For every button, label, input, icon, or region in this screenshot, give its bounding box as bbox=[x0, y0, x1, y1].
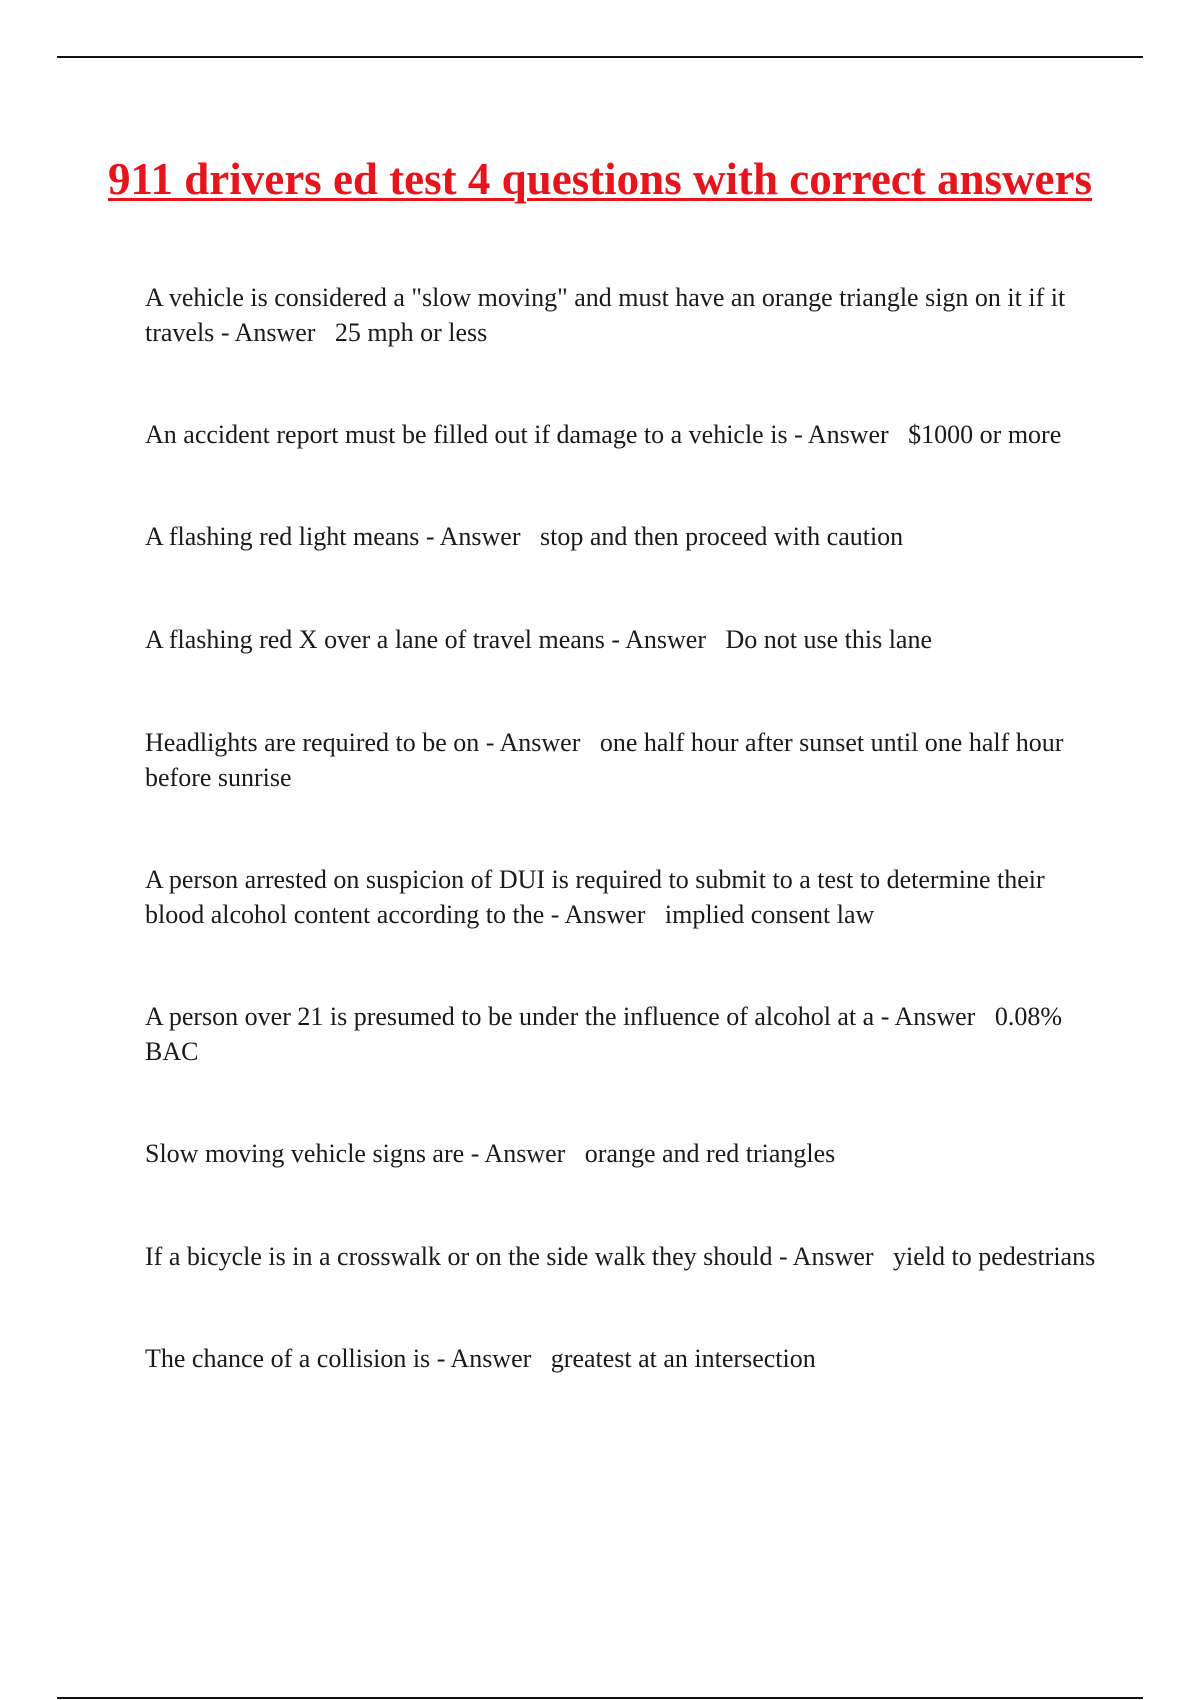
qa-item bbox=[145, 862, 1100, 932]
answer-text: 25 mph or less bbox=[334, 318, 488, 347]
answer-separator: - Answer bbox=[772, 1242, 894, 1271]
answer-text: stop and then proceed with caution bbox=[540, 522, 904, 551]
qa-item bbox=[145, 519, 1100, 554]
answer-separator: - Answer bbox=[479, 728, 600, 757]
qa-item bbox=[145, 280, 1100, 350]
qa-item bbox=[145, 1136, 1100, 1171]
answer-text: one half hour after sunset until one half hour before sunrise bbox=[145, 728, 1064, 792]
question-text: The chance of a collision is bbox=[145, 1344, 431, 1373]
question-text: A person arrested on suspicion of DUI is required to submit to a test to determine their blood alcohol content according to the bbox=[145, 865, 1045, 929]
qa-item bbox=[145, 417, 1100, 452]
document-title: 911 drivers ed test 4 questions with correct answers bbox=[107, 154, 1093, 204]
question-text: An accident report must be filled out if damage to a vehicle is bbox=[145, 420, 788, 449]
question-text: Headlights are required to be on bbox=[145, 728, 480, 757]
qa-list bbox=[145, 280, 1100, 1444]
question-text: If a bicycle is in a crosswalk or on the side walk they should bbox=[145, 1242, 773, 1271]
question-text: Slow moving vehicle signs are bbox=[145, 1139, 465, 1168]
answer-separator: - Answer bbox=[544, 900, 665, 929]
question-text: A flashing red light means bbox=[145, 522, 420, 551]
question-text: A person over 21 is presumed to be under the influence of alcohol at a bbox=[145, 1002, 875, 1031]
qa-item bbox=[145, 999, 1100, 1069]
qa-item bbox=[145, 1239, 1100, 1274]
qa-item bbox=[145, 725, 1100, 795]
answer-separator: - Answer bbox=[874, 1002, 995, 1031]
answer-separator: - Answer bbox=[787, 420, 909, 449]
answer-separator: - Answer bbox=[430, 1344, 551, 1373]
answer-text: yield to pedestrians bbox=[893, 1242, 1096, 1271]
question-text: A vehicle is considered a "slow moving" and must have an orange triangle sign on it if it travels bbox=[145, 283, 1066, 347]
answer-text: $1000 or more bbox=[908, 420, 1062, 449]
qa-item bbox=[145, 622, 1100, 657]
answer-text: Do not use this lane bbox=[725, 625, 933, 654]
qa-item bbox=[145, 1341, 1100, 1376]
answer-text: orange and red triangles bbox=[584, 1139, 836, 1168]
answer-separator: - Answer bbox=[604, 625, 726, 654]
answer-separator: - Answer bbox=[464, 1139, 585, 1168]
answer-separator: - Answer bbox=[214, 318, 335, 347]
answer-separator: - Answer bbox=[419, 522, 540, 551]
question-text: A flashing red X over a lane of travel means bbox=[145, 625, 605, 654]
answer-text: greatest at an intersection bbox=[550, 1344, 816, 1373]
top-rule bbox=[57, 56, 1143, 58]
answer-text: implied consent law bbox=[664, 900, 875, 929]
answer-text: 0.08% BAC bbox=[145, 1002, 1062, 1066]
bottom-rule bbox=[57, 1697, 1143, 1699]
